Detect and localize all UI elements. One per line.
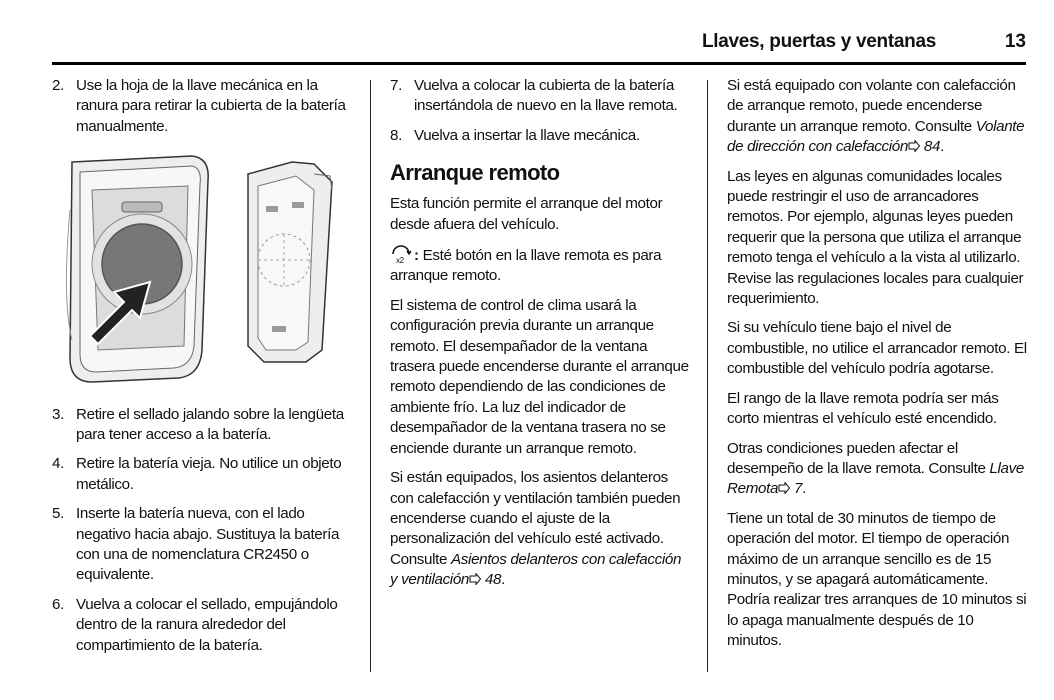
remote-start-icon <box>390 244 414 264</box>
battery-cover-illustration <box>52 150 352 386</box>
step-number: 3. <box>52 405 64 423</box>
paragraph-seats <box>390 468 690 590</box>
step-5 <box>52 504 352 586</box>
column-1 <box>52 76 352 665</box>
cross-reference-key[interactable]: Llave Remota <box>727 459 1024 498</box>
step-text: Retire el sellado jalando sobre la lengüeta para tener acceso a la batería. <box>76 405 344 444</box>
page-ref-arrow-icon <box>908 140 920 152</box>
conditions-text: Otras condiciones pueden afectar el desempeño de la llave remota. Consulte <box>727 439 990 477</box>
step-number: 6. <box>52 595 64 613</box>
step-text: Vuelva a insertar la llave mecánica. <box>414 126 640 144</box>
paragraph-laws: Las leyes en algunas comunidades locales puede restringir el uso de arrancadores remotos. Por ejemplo, algunas leyes pueden requerir que la persona que utiliza el arranque remoto tenga el vehículo a la vista al utilizarlo. Revise las regulaciones locales para cualquier requerimiento. <box>727 167 1024 308</box>
paragraph-range: El rango de la llave remota podría ser más corto mientras el vehículo esté encendido. <box>727 389 999 428</box>
punctuation: . <box>802 480 806 498</box>
step-text: Vuelva a colocar el sellado, empujándolo dentro de la ranura alrededor del compartimiento de la batería. <box>76 595 338 654</box>
remote-start-icon-label: x2 <box>396 256 404 265</box>
page-reference[interactable]: 84 <box>920 138 941 156</box>
paragraph-steering-wheel <box>727 76 1027 158</box>
step-7 <box>390 76 690 117</box>
battery-cover-drawing <box>248 162 332 362</box>
step-text: Retire la batería vieja. No utilice un objeto metálico. <box>76 455 342 493</box>
punctuation: . <box>940 138 944 156</box>
column-divider-1 <box>370 80 371 672</box>
page-reference[interactable]: 7 <box>790 480 803 498</box>
paragraph-fuel: Si su vehículo tiene bajo el nivel de combustible, no utilice el arrancador remoto. El combustible del vehículo podría agotarse. <box>727 319 1027 378</box>
step-text: Use la hoja de la llave mecánica en la ranura para retirar la cubierta de la batería manualmente. <box>76 77 346 135</box>
paragraph-remote-button <box>390 244 690 287</box>
steering-text: Si está equipado con volante con calefacción de arranque remoto, puede encenderse durante un arranque remoto. Consulte <box>727 77 1016 135</box>
step-2 <box>52 76 352 137</box>
section-heading: Arranque remoto <box>390 160 560 186</box>
page-ref-arrow-icon <box>469 573 481 585</box>
column-divider-2 <box>707 80 708 672</box>
paragraph-operation-time: Tiene un total de 30 minutos de tiempo de operación del motor. El tiempo de operación máximo de un arranque sencillo es de 15 minutos, y se apagará automáticamente. Podría realizar tres arranques de 10 minutos si lo apaga manualmente después de 10 minutos. <box>727 509 1027 650</box>
step-8 <box>390 126 690 146</box>
page-number: 13 <box>1004 31 1026 52</box>
page-reference[interactable]: 48 <box>481 571 502 589</box>
step-number: 4. <box>52 455 64 473</box>
paragraph-climate: El sistema de control de clima usará la configuración previa durante un arranque remoto. El desempañador de la ventana trasera puede encenderse durante el arranque remoto dependiendo de las condiciones de ambiente frío. La luz del indicador de desempañador de la ventana trasera no se enciende durante un arranque remoto. <box>390 296 689 457</box>
cross-reference-seats[interactable]: Asientos delanteros con calefacción y ventilación <box>390 550 682 589</box>
punctuation: . <box>501 571 505 589</box>
step-6 <box>52 595 352 656</box>
step-4 <box>52 454 352 495</box>
key-fob-drawing <box>66 156 208 382</box>
remote-button-text: Esté botón en la llave remota es para arranque remoto. <box>390 247 662 285</box>
column-3 <box>727 76 1027 661</box>
cross-reference-steering[interactable]: Volante de dirección con calefacción <box>727 117 1025 156</box>
seats-text: Si están equipados, los asientos delanteros con calefacción y ventilación también pueden encenderse cuando el ajuste de la personalización del vehículo esté activado. Consulte <box>390 469 681 568</box>
section-title: Llaves, puertas y ventanas <box>701 31 936 52</box>
step-number: 7. <box>390 77 402 94</box>
step-number: 5. <box>52 505 64 523</box>
step-text: Inserte la batería nueva, con el lado negativo hacia abajo. Sustituya la batería con una de nomenclatura CR2450 o equivalente. <box>76 505 340 584</box>
page-ref-arrow-icon <box>778 482 790 494</box>
paragraph-conditions <box>727 439 1027 500</box>
step-text: Vuelva a colocar la cubierta de la batería insertándola de nuevo en la llave remota. <box>414 77 678 115</box>
header-divider <box>52 62 1026 65</box>
step-3 <box>52 405 352 446</box>
column-2 <box>390 76 690 600</box>
paragraph-intro: Esta función permite el arranque del motor desde afuera del vehículo. <box>390 195 663 233</box>
colon-label: : <box>414 247 419 265</box>
step-number: 8. <box>390 126 402 144</box>
step-number: 2. <box>52 77 64 94</box>
